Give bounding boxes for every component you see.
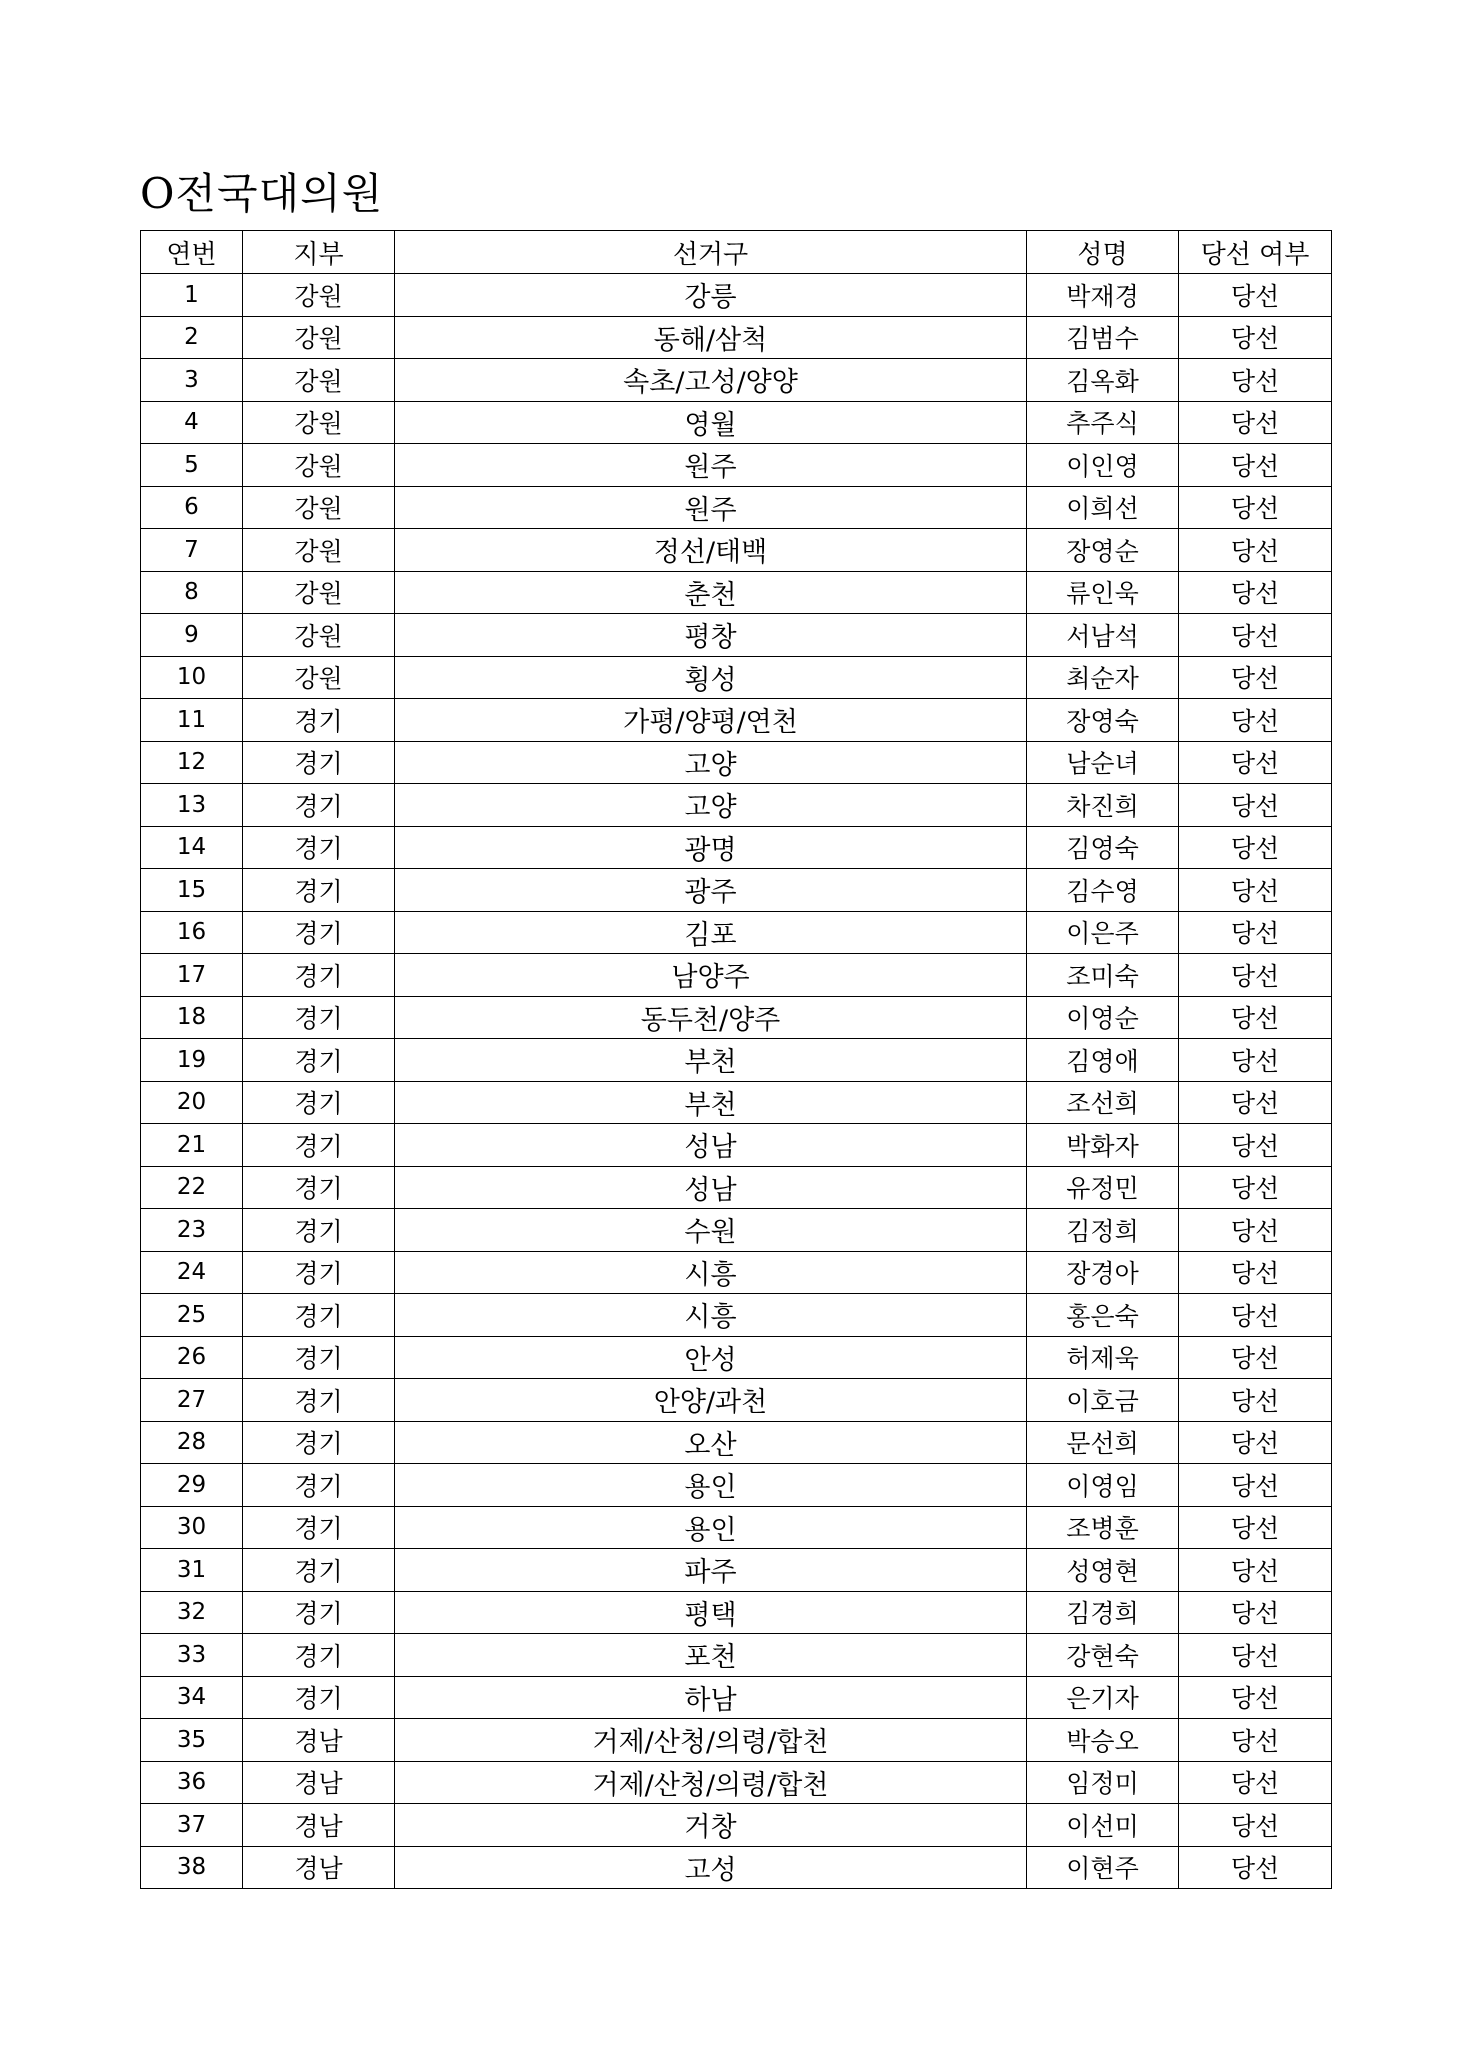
cell-name: 이희선 <box>1027 486 1179 529</box>
cell-number: 20 <box>141 1081 243 1124</box>
cell-number: 18 <box>141 996 243 1039</box>
table-row <box>141 401 1332 444</box>
cell-branch: 경기 <box>243 1039 395 1082</box>
cell-name: 장영숙 <box>1027 699 1179 742</box>
table-row <box>141 1251 1332 1294</box>
cell-branch: 경기 <box>243 954 395 997</box>
cell-name: 허제욱 <box>1027 1336 1179 1379</box>
table-row <box>141 1039 1332 1082</box>
table-row <box>141 1846 1332 1889</box>
cell-district: 하남 <box>395 1676 1027 1719</box>
cell-number: 4 <box>141 401 243 444</box>
cell-name: 장경아 <box>1027 1251 1179 1294</box>
header-result: 당선 여부 <box>1179 231 1332 274</box>
cell-name: 조미숙 <box>1027 954 1179 997</box>
cell-number: 38 <box>141 1846 243 1889</box>
cell-result: 당선 <box>1179 1081 1332 1124</box>
cell-result: 당선 <box>1179 1591 1332 1634</box>
cell-branch: 경기 <box>243 996 395 1039</box>
cell-name: 류인욱 <box>1027 571 1179 614</box>
cell-district: 속초/고성/양양 <box>395 359 1027 402</box>
cell-district: 성남 <box>395 1166 1027 1209</box>
cell-number: 10 <box>141 656 243 699</box>
cell-branch: 경기 <box>243 869 395 912</box>
cell-result: 당선 <box>1179 1676 1332 1719</box>
cell-name: 박승오 <box>1027 1719 1179 1762</box>
delegate-table <box>140 230 1332 1889</box>
table-row <box>141 571 1332 614</box>
cell-name: 이선미 <box>1027 1804 1179 1847</box>
cell-district: 동두천/양주 <box>395 996 1027 1039</box>
cell-name: 이인영 <box>1027 444 1179 487</box>
cell-result: 당선 <box>1179 1549 1332 1592</box>
cell-number: 7 <box>141 529 243 572</box>
cell-result: 당선 <box>1179 1719 1332 1762</box>
cell-branch: 경기 <box>243 1421 395 1464</box>
cell-result: 당선 <box>1179 274 1332 317</box>
cell-name: 이호금 <box>1027 1379 1179 1422</box>
cell-result: 당선 <box>1179 954 1332 997</box>
table-row <box>141 784 1332 827</box>
cell-district: 부천 <box>395 1081 1027 1124</box>
cell-number: 14 <box>141 826 243 869</box>
cell-number: 28 <box>141 1421 243 1464</box>
table-row <box>141 911 1332 954</box>
cell-result: 당선 <box>1179 359 1332 402</box>
cell-district: 원주 <box>395 444 1027 487</box>
cell-name: 은기자 <box>1027 1676 1179 1719</box>
table-row <box>141 1421 1332 1464</box>
cell-district: 성남 <box>395 1124 1027 1167</box>
cell-district: 남양주 <box>395 954 1027 997</box>
cell-district: 거제/산청/의령/합천 <box>395 1719 1027 1762</box>
table-row <box>141 1549 1332 1592</box>
table-row <box>141 1676 1332 1719</box>
cell-result: 당선 <box>1179 784 1332 827</box>
cell-name: 조선희 <box>1027 1081 1179 1124</box>
cell-result: 당선 <box>1179 1421 1332 1464</box>
cell-district: 원주 <box>395 486 1027 529</box>
cell-name: 이영순 <box>1027 996 1179 1039</box>
cell-name: 차진희 <box>1027 784 1179 827</box>
table-row <box>141 741 1332 784</box>
cell-district: 광명 <box>395 826 1027 869</box>
table-row <box>141 1761 1332 1804</box>
cell-result: 당선 <box>1179 1209 1332 1252</box>
cell-branch: 강원 <box>243 614 395 657</box>
cell-district: 영월 <box>395 401 1027 444</box>
cell-branch: 경기 <box>243 1634 395 1677</box>
cell-branch: 경기 <box>243 826 395 869</box>
cell-result: 당선 <box>1179 571 1332 614</box>
cell-name: 김정희 <box>1027 1209 1179 1252</box>
cell-number: 25 <box>141 1294 243 1337</box>
cell-name: 김영숙 <box>1027 826 1179 869</box>
cell-branch: 경기 <box>243 1549 395 1592</box>
table-row <box>141 954 1332 997</box>
cell-number: 29 <box>141 1464 243 1507</box>
cell-district: 수원 <box>395 1209 1027 1252</box>
cell-name: 성영현 <box>1027 1549 1179 1592</box>
page-title: O전국대의원 <box>140 169 384 218</box>
cell-district: 광주 <box>395 869 1027 912</box>
cell-result: 당선 <box>1179 401 1332 444</box>
cell-district: 거창 <box>395 1804 1027 1847</box>
cell-district: 오산 <box>395 1421 1027 1464</box>
table-row <box>141 444 1332 487</box>
cell-number: 6 <box>141 486 243 529</box>
cell-name: 유정민 <box>1027 1166 1179 1209</box>
cell-name: 남순녀 <box>1027 741 1179 784</box>
cell-branch: 경기 <box>243 1336 395 1379</box>
cell-district: 김포 <box>395 911 1027 954</box>
cell-branch: 경기 <box>243 699 395 742</box>
table-row <box>141 1591 1332 1634</box>
cell-district: 부천 <box>395 1039 1027 1082</box>
cell-name: 문선희 <box>1027 1421 1179 1464</box>
cell-branch: 강원 <box>243 274 395 317</box>
cell-result: 당선 <box>1179 1761 1332 1804</box>
table-row <box>141 1719 1332 1762</box>
header-number: 연번 <box>141 231 243 274</box>
table-row <box>141 1634 1332 1677</box>
cell-name: 홍은숙 <box>1027 1294 1179 1337</box>
cell-result: 당선 <box>1179 826 1332 869</box>
header-district: 선거구 <box>395 231 1027 274</box>
cell-name: 김수영 <box>1027 869 1179 912</box>
table-row <box>141 614 1332 657</box>
cell-result: 당선 <box>1179 1634 1332 1677</box>
table-row <box>141 826 1332 869</box>
cell-district: 동해/삼척 <box>395 316 1027 359</box>
cell-result: 당선 <box>1179 1379 1332 1422</box>
cell-result: 당선 <box>1179 656 1332 699</box>
cell-name: 최순자 <box>1027 656 1179 699</box>
cell-result: 당선 <box>1179 1804 1332 1847</box>
header-branch: 지부 <box>243 231 395 274</box>
table-row <box>141 274 1332 317</box>
cell-branch: 경기 <box>243 1124 395 1167</box>
cell-branch: 경남 <box>243 1804 395 1847</box>
table-row <box>141 996 1332 1039</box>
cell-result: 당선 <box>1179 699 1332 742</box>
cell-result: 당선 <box>1179 741 1332 784</box>
cell-result: 당선 <box>1179 1251 1332 1294</box>
cell-name: 서남석 <box>1027 614 1179 657</box>
cell-number: 9 <box>141 614 243 657</box>
cell-branch: 경기 <box>243 911 395 954</box>
cell-result: 당선 <box>1179 1506 1332 1549</box>
header-name: 성명 <box>1027 231 1179 274</box>
cell-number: 8 <box>141 571 243 614</box>
cell-district: 시흥 <box>395 1294 1027 1337</box>
table-row <box>141 316 1332 359</box>
table-row <box>141 1294 1332 1337</box>
cell-district: 파주 <box>395 1549 1027 1592</box>
table-header-row <box>141 231 1332 274</box>
cell-result: 당선 <box>1179 1294 1332 1337</box>
cell-name: 김옥화 <box>1027 359 1179 402</box>
table-body <box>141 274 1332 1889</box>
cell-branch: 경기 <box>243 1209 395 1252</box>
cell-branch: 경기 <box>243 1676 395 1719</box>
cell-result: 당선 <box>1179 1464 1332 1507</box>
table-row <box>141 699 1332 742</box>
cell-number: 23 <box>141 1209 243 1252</box>
cell-number: 31 <box>141 1549 243 1592</box>
cell-branch: 경기 <box>243 1294 395 1337</box>
cell-result: 당선 <box>1179 869 1332 912</box>
cell-district: 시흥 <box>395 1251 1027 1294</box>
cell-district: 거제/산청/의령/합천 <box>395 1761 1027 1804</box>
table-row <box>141 359 1332 402</box>
cell-number: 32 <box>141 1591 243 1634</box>
cell-branch: 경기 <box>243 1379 395 1422</box>
cell-district: 횡성 <box>395 656 1027 699</box>
cell-name: 이현주 <box>1027 1846 1179 1889</box>
table-row <box>141 1209 1332 1252</box>
cell-result: 당선 <box>1179 316 1332 359</box>
cell-result: 당선 <box>1179 486 1332 529</box>
table-row <box>141 1166 1332 1209</box>
table-row <box>141 869 1332 912</box>
cell-name: 박화자 <box>1027 1124 1179 1167</box>
cell-district: 안양/과천 <box>395 1379 1027 1422</box>
cell-branch: 경남 <box>243 1761 395 1804</box>
table-row <box>141 529 1332 572</box>
cell-district: 평창 <box>395 614 1027 657</box>
table-row <box>141 1464 1332 1507</box>
cell-name: 김영애 <box>1027 1039 1179 1082</box>
table-row <box>141 656 1332 699</box>
cell-name: 임정미 <box>1027 1761 1179 1804</box>
cell-number: 30 <box>141 1506 243 1549</box>
cell-district: 가평/양평/연천 <box>395 699 1027 742</box>
cell-branch: 강원 <box>243 656 395 699</box>
cell-name: 김범수 <box>1027 316 1179 359</box>
cell-name: 조병훈 <box>1027 1506 1179 1549</box>
cell-number: 15 <box>141 869 243 912</box>
cell-result: 당선 <box>1179 1039 1332 1082</box>
cell-result: 당선 <box>1179 1124 1332 1167</box>
cell-district: 용인 <box>395 1464 1027 1507</box>
cell-branch: 경기 <box>243 1506 395 1549</box>
cell-number: 21 <box>141 1124 243 1167</box>
cell-branch: 강원 <box>243 571 395 614</box>
cell-name: 박재경 <box>1027 274 1179 317</box>
table-row <box>141 1081 1332 1124</box>
table-row <box>141 1506 1332 1549</box>
cell-district: 고성 <box>395 1846 1027 1889</box>
cell-number: 11 <box>141 699 243 742</box>
cell-number: 26 <box>141 1336 243 1379</box>
cell-district: 용인 <box>395 1506 1027 1549</box>
cell-number: 24 <box>141 1251 243 1294</box>
cell-branch: 경기 <box>243 1166 395 1209</box>
cell-name: 장영순 <box>1027 529 1179 572</box>
cell-district: 정선/태백 <box>395 529 1027 572</box>
cell-district: 포천 <box>395 1634 1027 1677</box>
cell-district: 고양 <box>395 784 1027 827</box>
cell-branch: 강원 <box>243 444 395 487</box>
cell-number: 22 <box>141 1166 243 1209</box>
cell-result: 당선 <box>1179 529 1332 572</box>
cell-branch: 경기 <box>243 1464 395 1507</box>
table-row <box>141 1124 1332 1167</box>
cell-number: 1 <box>141 274 243 317</box>
cell-branch: 강원 <box>243 486 395 529</box>
cell-branch: 경기 <box>243 741 395 784</box>
cell-name: 추주식 <box>1027 401 1179 444</box>
cell-name: 김경희 <box>1027 1591 1179 1634</box>
cell-result: 당선 <box>1179 444 1332 487</box>
cell-number: 37 <box>141 1804 243 1847</box>
cell-number: 34 <box>141 1676 243 1719</box>
cell-number: 17 <box>141 954 243 997</box>
cell-district: 안성 <box>395 1336 1027 1379</box>
cell-number: 3 <box>141 359 243 402</box>
cell-district: 평택 <box>395 1591 1027 1634</box>
cell-number: 16 <box>141 911 243 954</box>
cell-number: 33 <box>141 1634 243 1677</box>
cell-number: 35 <box>141 1719 243 1762</box>
cell-branch: 경남 <box>243 1719 395 1762</box>
cell-branch: 강원 <box>243 529 395 572</box>
cell-branch: 경기 <box>243 784 395 827</box>
table-row <box>141 1379 1332 1422</box>
cell-result: 당선 <box>1179 1166 1332 1209</box>
table-row <box>141 1804 1332 1847</box>
cell-number: 2 <box>141 316 243 359</box>
cell-result: 당선 <box>1179 1846 1332 1889</box>
cell-result: 당선 <box>1179 996 1332 1039</box>
cell-branch: 강원 <box>243 316 395 359</box>
cell-district: 고양 <box>395 741 1027 784</box>
table-row <box>141 486 1332 529</box>
table-row <box>141 1336 1332 1379</box>
cell-number: 36 <box>141 1761 243 1804</box>
cell-branch: 경기 <box>243 1251 395 1294</box>
cell-name: 이영임 <box>1027 1464 1179 1507</box>
cell-branch: 경남 <box>243 1846 395 1889</box>
cell-number: 19 <box>141 1039 243 1082</box>
cell-branch: 강원 <box>243 401 395 444</box>
cell-name: 강현숙 <box>1027 1634 1179 1677</box>
cell-number: 13 <box>141 784 243 827</box>
cell-result: 당선 <box>1179 1336 1332 1379</box>
cell-number: 12 <box>141 741 243 784</box>
cell-branch: 경기 <box>243 1591 395 1634</box>
cell-branch: 경기 <box>243 1081 395 1124</box>
cell-name: 이은주 <box>1027 911 1179 954</box>
cell-district: 춘천 <box>395 571 1027 614</box>
cell-number: 5 <box>141 444 243 487</box>
cell-number: 27 <box>141 1379 243 1422</box>
cell-result: 당선 <box>1179 614 1332 657</box>
cell-branch: 강원 <box>243 359 395 402</box>
cell-district: 강릉 <box>395 274 1027 317</box>
cell-result: 당선 <box>1179 911 1332 954</box>
